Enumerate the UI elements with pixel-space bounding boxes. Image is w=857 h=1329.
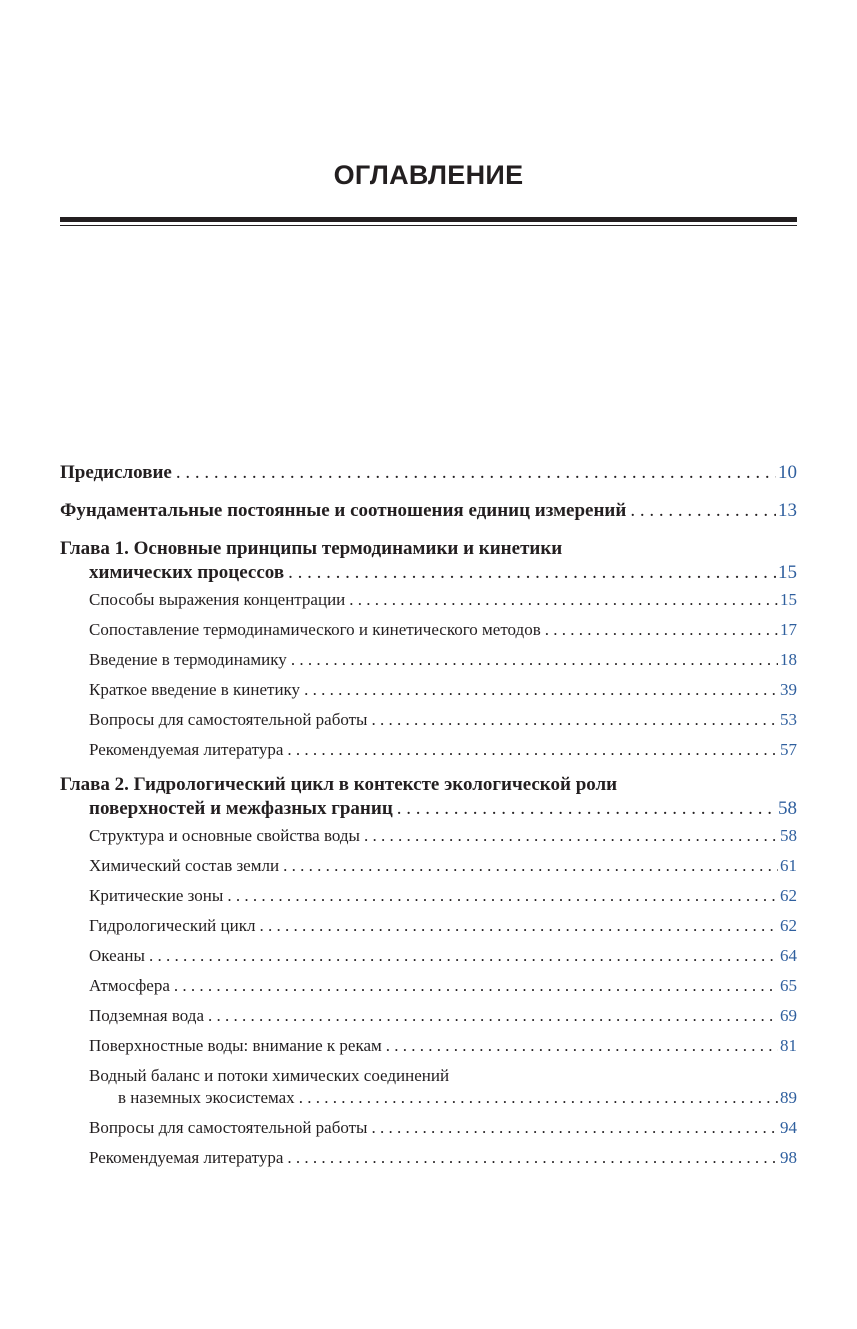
toc-page-number[interactable]: 62 xyxy=(780,886,797,905)
toc-page-number[interactable]: 17 xyxy=(780,620,797,639)
toc-page-number[interactable]: 58 xyxy=(780,826,797,845)
toc-page-number[interactable]: 10 xyxy=(778,462,797,483)
page-title: ОГЛАВЛЕНИЕ xyxy=(333,160,524,190)
title-rule-thin xyxy=(60,225,797,226)
toc-section[interactable] xyxy=(60,1117,797,1139)
chapter-title-line-1[interactable]: Глава 2. Гидрологический цикл в контексте экологической роли xyxy=(60,774,618,795)
toc-section[interactable] xyxy=(60,1065,797,1109)
toc-page-number[interactable]: 39 xyxy=(780,680,797,699)
toc-page-number[interactable]: 65 xyxy=(780,976,797,995)
toc-section-title[interactable]: Океаны xyxy=(89,946,145,965)
toc-section-title[interactable]: Химический состав земли xyxy=(89,856,280,875)
toc-section-title[interactable]: Поверхностные воды: внимание к рекам xyxy=(89,1036,382,1055)
toc-section-title[interactable]: Сопоставление термодинамического и кинетического методов xyxy=(89,620,541,639)
toc-section[interactable] xyxy=(60,975,797,997)
toc-section-title[interactable]: Рекомендуемая литература xyxy=(89,1148,284,1167)
chapter-2-sections xyxy=(60,825,797,1169)
chapter-title-line-2[interactable]: химических процессов xyxy=(89,562,285,583)
toc-page-number[interactable]: 98 xyxy=(780,1148,797,1167)
toc-page-number[interactable]: 53 xyxy=(780,710,797,729)
leader-dots xyxy=(630,499,776,523)
leader-dots xyxy=(259,915,778,937)
toc-section-title[interactable]: Атмосфера xyxy=(89,976,170,995)
toc-section[interactable] xyxy=(60,589,797,611)
toc-page-number[interactable]: 13 xyxy=(778,500,797,521)
toc-section-title[interactable]: Структура и основные свойства воды xyxy=(89,826,360,845)
toc-section-title[interactable]: Рекомендуемая литература xyxy=(89,740,284,759)
toc-entry-title[interactable]: Фундаментальные постоянные и соотношения единиц измерений xyxy=(60,500,627,521)
toc-entry-chapter-1[interactable] xyxy=(60,537,797,585)
toc-page-number[interactable]: 15 xyxy=(780,590,797,609)
toc-section[interactable] xyxy=(60,885,797,907)
leader-dots xyxy=(283,855,778,877)
chapter-title-line-1[interactable]: Глава 1. Основные принципы термодинамики и кинетики xyxy=(60,538,563,559)
toc-section[interactable] xyxy=(60,739,797,761)
toc-section[interactable] xyxy=(60,1005,797,1027)
leader-dots xyxy=(287,739,778,761)
toc-page-number[interactable]: 58 xyxy=(778,798,797,819)
toc-section-title[interactable]: Вопросы для самостоятельной работы xyxy=(89,710,368,729)
title-rule-thick xyxy=(60,217,797,222)
toc-page-number[interactable]: 62 xyxy=(780,916,797,935)
toc-section[interactable] xyxy=(60,855,797,877)
toc-entry-preface[interactable] xyxy=(60,461,797,485)
toc-section[interactable] xyxy=(60,649,797,671)
toc-entry-chapter-2[interactable] xyxy=(60,773,797,821)
leader-dots xyxy=(149,945,778,967)
toc-section[interactable] xyxy=(60,1147,797,1169)
toc-page-number[interactable]: 61 xyxy=(780,856,797,875)
leader-dots xyxy=(371,709,778,731)
leader-dots xyxy=(291,649,778,671)
leader-dots xyxy=(227,885,778,907)
leader-dots xyxy=(299,1087,778,1109)
toc-section[interactable] xyxy=(60,915,797,937)
chapter-1-sections xyxy=(60,589,797,761)
toc-page-number[interactable]: 15 xyxy=(778,562,797,583)
toc-entry-title[interactable]: Предисловие xyxy=(60,462,172,483)
toc-page-number[interactable]: 69 xyxy=(780,1006,797,1025)
leader-dots xyxy=(287,1147,778,1169)
toc-section-title[interactable]: Способы выражения концентрации xyxy=(89,590,346,609)
leader-dots xyxy=(364,825,778,847)
table-of-contents xyxy=(60,461,797,1169)
toc-section-title[interactable]: Подземная вода xyxy=(89,1006,204,1025)
leader-dots xyxy=(349,589,778,611)
toc-page-number[interactable]: 81 xyxy=(780,1036,797,1055)
toc-section[interactable] xyxy=(60,679,797,701)
toc-page-number[interactable]: 57 xyxy=(780,740,797,759)
toc-section[interactable] xyxy=(60,825,797,847)
leader-dots xyxy=(397,797,776,821)
leader-dots xyxy=(208,1005,778,1027)
toc-section-title[interactable]: Введение в термодинамику xyxy=(89,650,287,669)
leader-dots xyxy=(386,1035,778,1057)
leader-dots xyxy=(174,975,778,997)
leader-dots xyxy=(371,1117,778,1139)
toc-page-number[interactable]: 64 xyxy=(780,946,797,965)
leader-dots xyxy=(304,679,778,701)
toc-page-number[interactable]: 94 xyxy=(780,1118,797,1137)
toc-section-title[interactable]: Краткое введение в кинетику xyxy=(89,680,301,699)
toc-section-title-line-1[interactable]: Водный баланс и потоки химических соединений xyxy=(89,1066,450,1085)
toc-page-number[interactable]: 18 xyxy=(780,650,797,669)
toc-section-title-line-2[interactable]: в наземных экосистемах xyxy=(118,1088,295,1107)
toc-section-title[interactable]: Критические зоны xyxy=(89,886,224,905)
toc-section[interactable] xyxy=(60,619,797,641)
toc-section[interactable] xyxy=(60,709,797,731)
leader-dots xyxy=(545,619,778,641)
toc-section-title[interactable]: Вопросы для самостоятельной работы xyxy=(89,1118,368,1137)
leader-dots xyxy=(176,461,776,485)
toc-section-title[interactable]: Гидрологический цикл xyxy=(89,916,256,935)
toc-section[interactable] xyxy=(60,1035,797,1057)
chapter-title-line-2[interactable]: поверхностей и межфазных границ xyxy=(89,798,393,819)
toc-entry-constants[interactable] xyxy=(60,499,797,523)
toc-section[interactable] xyxy=(60,945,797,967)
toc-page-number[interactable]: 89 xyxy=(780,1088,797,1107)
leader-dots xyxy=(288,561,776,585)
